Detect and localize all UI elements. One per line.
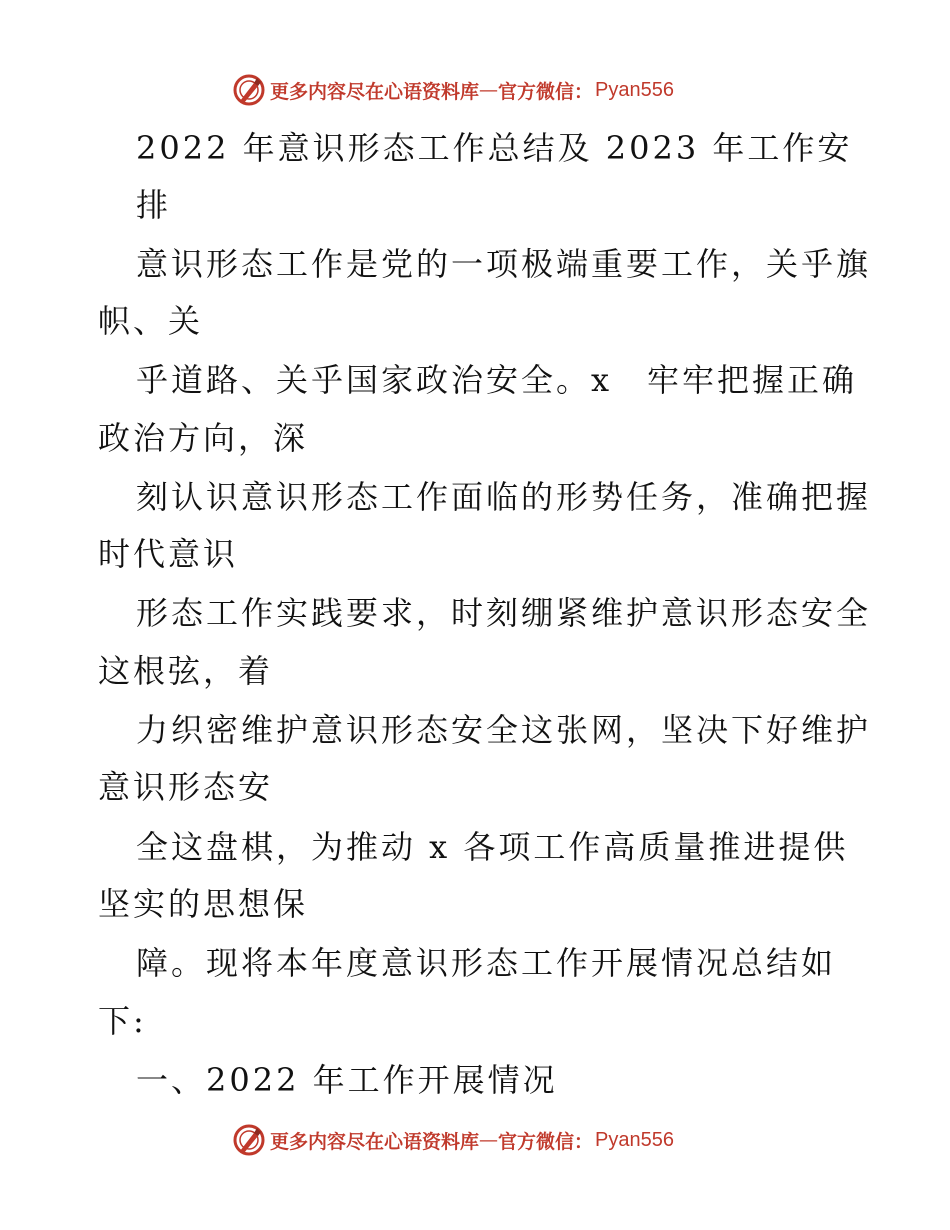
- pen-logo-icon: [232, 73, 266, 107]
- body-line: 力织密维护意识形态安全这张网，坚决下好维护: [136, 711, 872, 749]
- body-line: 时代意识: [98, 535, 239, 573]
- body-line: 坚实的思想保: [98, 885, 309, 923]
- body-line: 意识形态安: [98, 768, 274, 806]
- body-line: 政治方向，深: [98, 419, 309, 457]
- body-line: 下:: [98, 1002, 147, 1040]
- body-line: 全这盘棋，为推动 x 各项工作高质量推进提供: [136, 828, 849, 866]
- footer-banner: [232, 1122, 674, 1158]
- banner-text: 更多内容尽在心语资料库: [270, 1130, 480, 1153]
- section-heading: 一、2022 年工作开展情况: [136, 1061, 558, 1099]
- banner-wechat-label: 官方微信：: [498, 80, 594, 103]
- banner-wechat-id: Pyan556: [595, 1128, 674, 1151]
- document-title-line-1: 2022 年意识形态工作总结及 2023 年工作安: [136, 129, 853, 167]
- banner-separator: —: [479, 1129, 499, 1151]
- body-line: 乎道路、关乎国家政治安全。x 牢牢把握正确: [136, 361, 858, 399]
- body-line: 刻认识意识形态工作面临的形势任务，准确把握: [136, 478, 872, 516]
- banner-text: 更多内容尽在心语资料库: [270, 80, 480, 103]
- pen-logo-icon: [232, 1123, 266, 1157]
- body-line: 意识形态工作是党的一项极端重要工作，关乎旗: [136, 245, 872, 283]
- banner-wechat-label: 官方微信：: [498, 1130, 594, 1153]
- body-line: 形态工作实践要求，时刻绷紧维护意识形态安全: [136, 594, 872, 632]
- body-line: 障。现将本年度意识形态工作开展情况总结如: [136, 944, 837, 982]
- document-title-line-2: 排: [136, 186, 172, 224]
- banner-separator: —: [479, 79, 499, 101]
- header-banner: [232, 72, 674, 108]
- body-line: 这根弦，着: [98, 652, 274, 690]
- banner-wechat-id: Pyan556: [595, 78, 674, 101]
- body-line: 帜、关: [98, 302, 204, 340]
